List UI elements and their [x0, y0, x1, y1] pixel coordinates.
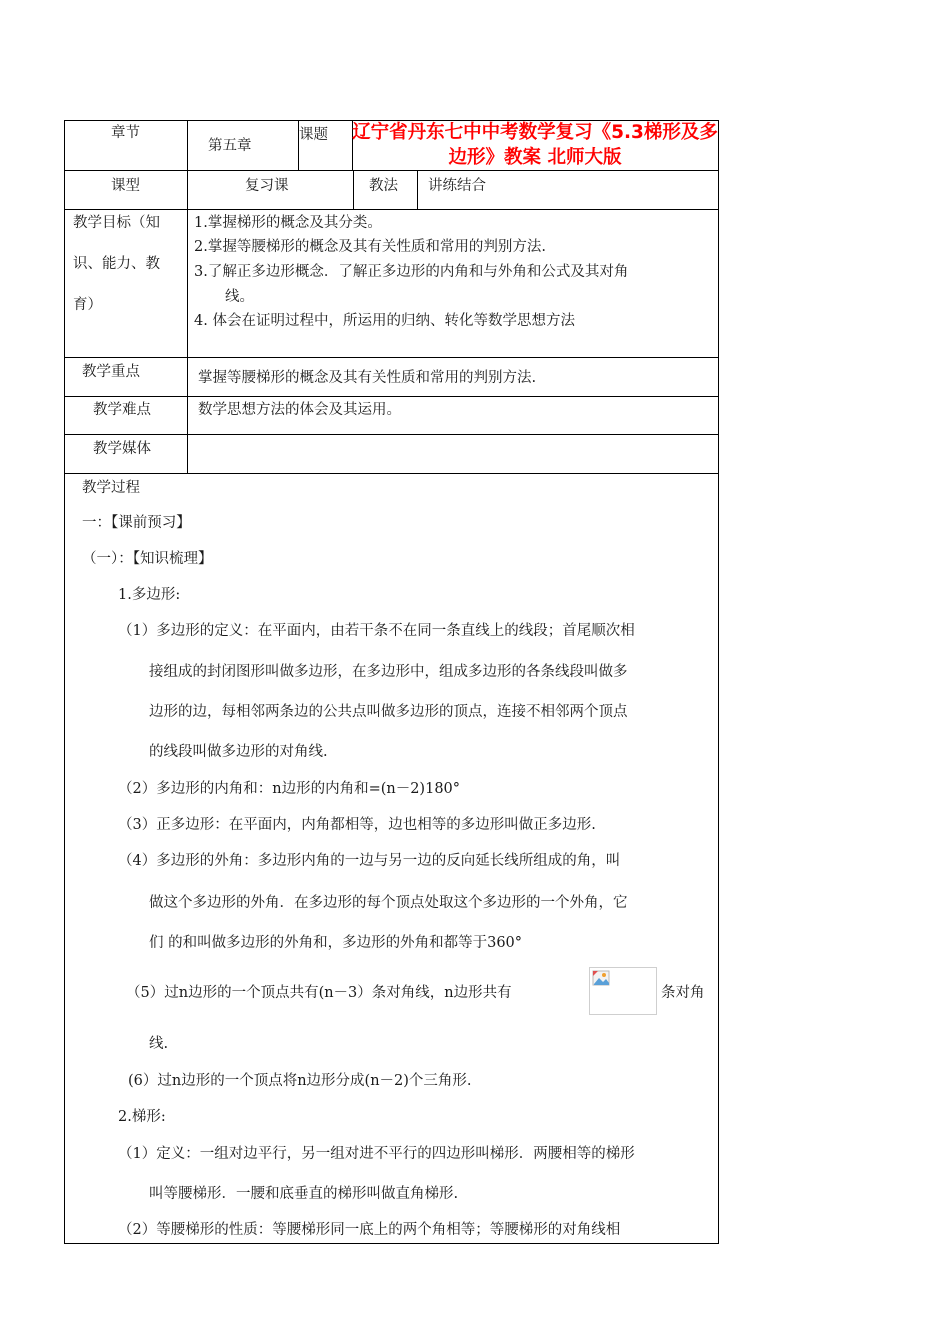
lesson-type-value: 复习课 [245, 178, 289, 194]
polygon-definition-line: 的线段叫做多边形的对角线. [149, 744, 328, 760]
table-border-right [718, 120, 719, 1244]
section-preview: 一：【课前预习】 [82, 515, 191, 531]
regular-polygon: （3）正多边形：在平面内，内角都相等，边也相等的多边形叫做正多边形. [118, 817, 596, 833]
chapter-value: 第五章 [208, 138, 252, 154]
section-knowledge: （一）：【知识梳理】 [82, 551, 213, 567]
document-title: 辽宁省丹东七中中考数学复习《5.3梯形及多边形》教案 北师大版 [352, 122, 718, 168]
method-value: 讲练结合 [428, 178, 486, 194]
objective-item: 2.掌握等腰梯形的概念及其有关性质和常用的判别方法. [194, 239, 546, 255]
diagonal-count-text: （5）过n边形的一个顶点共有(n－3）条对角线，n边形共有 [126, 985, 512, 1001]
process-heading: 教学过程 [82, 480, 140, 496]
table-border-left [64, 120, 65, 1244]
table-col-divider [353, 170, 354, 209]
chapter-label: 章节 [111, 125, 140, 141]
table-col-divider [417, 170, 418, 209]
difficulty-value: 数学思想方法的体会及其运用。 [198, 402, 401, 418]
interior-angle-sum: （2）多边形的内角和：n边形的内角和=(n－2)180° [118, 781, 461, 797]
triangle-division: (6）过n边形的一个顶点将n边形分成(n－2)个三角形. [128, 1073, 472, 1089]
objectives-label: 育） [73, 297, 102, 313]
objective-item: 1.掌握梯形的概念及其分类。 [194, 215, 382, 231]
isosceles-property: （2）等腰梯形的性质：等腰梯形同一底上的两个角相等；等腰梯形的对角线相 [118, 1222, 621, 1238]
key-point-label: 教学重点 [82, 364, 140, 380]
polygon-definition-line: 接组成的封闭图形叫做多边形，在多边形中，组成多边形的各条线段叫做多 [149, 664, 628, 680]
lesson-type-label: 课型 [111, 178, 140, 194]
objective-item: 线。 [225, 289, 254, 305]
objectives-label: 教学目标（知 [73, 215, 160, 231]
polygon-heading: 1.多边形: [118, 587, 181, 603]
exterior-angle-line: 做这个多边形的外角．在多边形的每个顶点处取这个多边形的一个外角，它 [149, 895, 628, 911]
table-row-divider [64, 357, 719, 358]
exterior-angle-line: （4）多边形的外角：多边形内角的一边与另一边的反向延长线所组成的角，叫 [118, 853, 621, 869]
trapezoid-definition-line: 叫等腰梯形．一腰和底垂直的梯形叫做直角梯形. [149, 1186, 459, 1202]
topic-label: 课题 [299, 127, 328, 143]
polygon-definition-line: （1）多边形的定义：在平面内，由若干条不在同一条直线上的线段；首尾顺次相 [118, 623, 635, 639]
exterior-angle-line: 们 的和叫做多边形的外角和，多边形的外角和都等于360° [149, 935, 523, 951]
difficulty-label: 教学难点 [93, 402, 151, 418]
trapezoid-heading: 2.梯形: [118, 1109, 166, 1125]
formula-image-placeholder [589, 967, 657, 1015]
key-point-value: 掌握等腰梯形的概念及其有关性质和常用的判别方法. [198, 370, 537, 386]
table-row-divider [64, 434, 719, 435]
method-label: 教法 [369, 178, 398, 194]
table-row-divider [64, 396, 719, 397]
table-col-divider [187, 120, 188, 473]
table-row-divider [64, 473, 719, 474]
objectives-label: 识、能力、教 [73, 256, 160, 272]
broken-image-icon [592, 970, 612, 988]
media-label: 教学媒体 [93, 441, 151, 457]
trapezoid-definition-line: （1）定义：一组对边平行，另一组对进不平行的四边形叫梯形．两腰相等的梯形 [118, 1146, 635, 1162]
table-border-bottom [64, 1243, 719, 1244]
diagonal-count-text: 线. [149, 1036, 169, 1052]
diagonal-count-text: 条对角 [661, 985, 705, 1001]
table-row-divider [64, 209, 719, 210]
objective-item: 3.了解正多边形概念．了解正多边形的内角和与外角和公式及其对角 [194, 264, 629, 280]
table-row-divider [64, 170, 719, 171]
objective-item: 4. 体会在证明过程中，所运用的归纳、转化等数学思想方法 [194, 313, 575, 329]
polygon-definition-line: 边形的边，每相邻两条边的公共点叫做多边形的顶点，连接不相邻两个顶点 [149, 704, 628, 720]
